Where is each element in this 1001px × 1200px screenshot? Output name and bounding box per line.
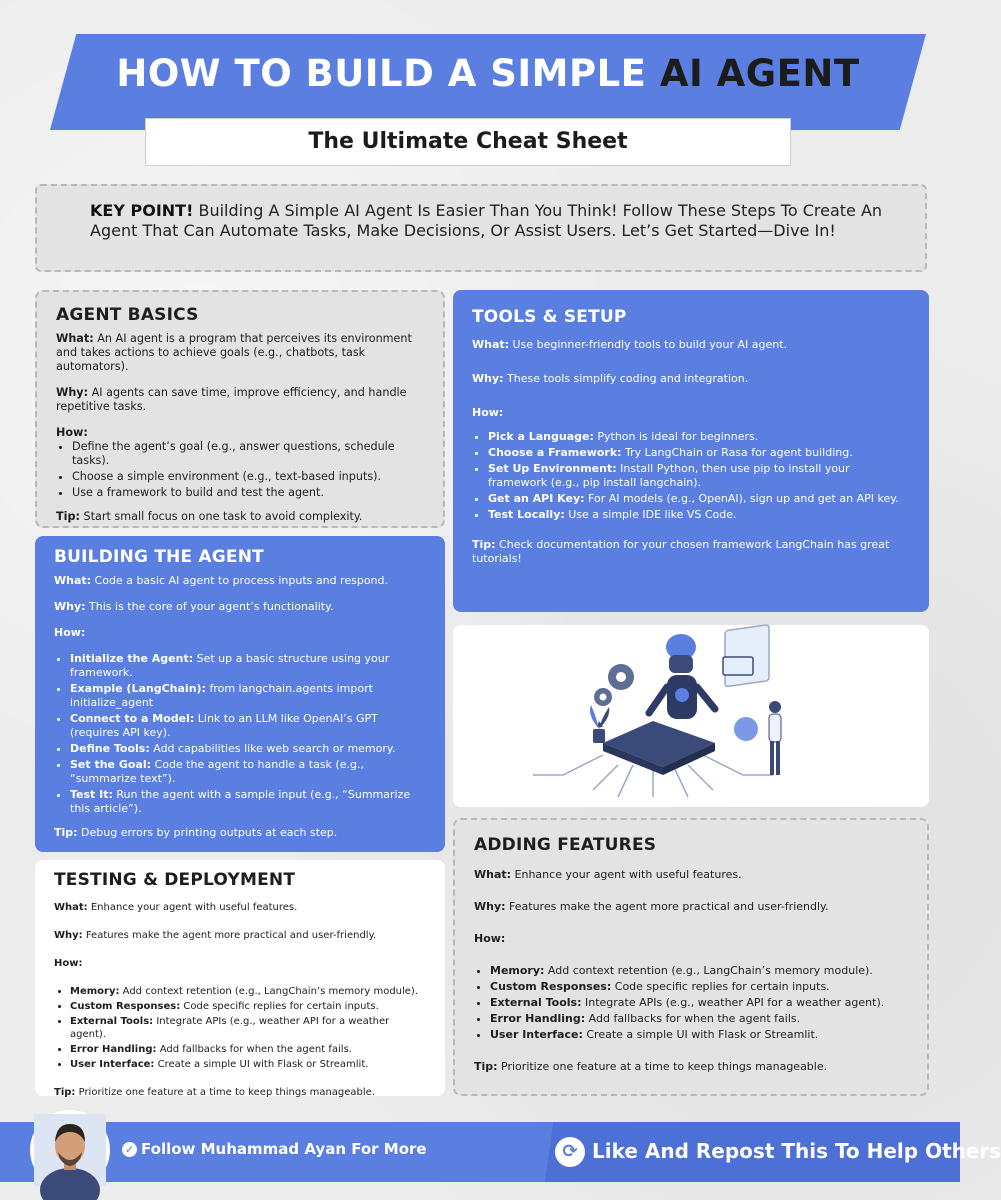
how-label: How:	[54, 626, 86, 639]
item-text: Create a simple UI with Flask or Streamlit.	[154, 1059, 369, 1070]
building-agent-card	[35, 536, 445, 852]
tools-setup-how	[472, 406, 910, 420]
item-text: Run the agent with a sample input (e.g., “Summarize this article”).	[70, 788, 411, 815]
item-text: Set up a basic structure using your framework.	[70, 652, 390, 679]
item-label: Example (LangChain):	[70, 682, 206, 695]
list-item	[490, 996, 908, 1010]
why-text: Features make the agent more practical and user-friendly.	[505, 900, 829, 913]
why-text: These tools simplify coding and integration.	[503, 372, 749, 385]
item-text: Add fallbacks for when the agent fails.	[585, 1012, 801, 1025]
why-text: AI agents can save time, improve efficiency, and handle repetitive tasks.	[56, 386, 407, 413]
what-label: What:	[54, 574, 92, 587]
repost-icon[interactable]: ⟳	[555, 1137, 585, 1167]
what-label: What:	[54, 902, 88, 913]
avatar[interactable]	[30, 1110, 110, 1190]
robot-illustration-panel	[453, 625, 929, 807]
item-label: Memory:	[490, 964, 545, 977]
tools-setup-card	[453, 290, 929, 612]
list-item	[490, 980, 908, 994]
testing-deployment-why	[54, 929, 426, 942]
item-text: Use a simple IDE like VS Code.	[564, 508, 737, 521]
list-item	[488, 508, 910, 522]
item-text: Add capabilities like web search or memory.	[149, 742, 396, 755]
building-agent-what	[54, 574, 426, 588]
what-text: Enhance your agent with useful features.	[511, 868, 742, 881]
item-label: Choose a Framework:	[488, 446, 622, 459]
item-text: Install Python, then use pip to install your framework (e.g., pip install langchain).	[488, 462, 850, 489]
list-item	[488, 446, 910, 460]
agent-basics-why	[56, 386, 424, 414]
what-label: What:	[474, 868, 512, 881]
item-text: Python is ideal for beginners.	[593, 430, 759, 443]
subtitle: The Ultimate Cheat Sheet	[145, 118, 791, 166]
testing-deployment-tip	[54, 1086, 426, 1099]
testing-deployment-how	[54, 957, 426, 970]
agent-basics-tip	[56, 510, 424, 524]
list-item	[70, 985, 426, 998]
adding-features-card	[453, 818, 929, 1096]
list-item: • Choose a simple environment (e.g., text-based inputs).	[72, 470, 424, 484]
building-agent-why	[54, 600, 426, 614]
item-label: Initialize the Agent:	[70, 652, 194, 665]
why-text: Features make the agent more practical and user-friendly.	[82, 930, 377, 941]
item-label: Test Locally:	[488, 508, 565, 521]
list-item	[70, 788, 426, 816]
adding-features-how	[474, 932, 908, 946]
list-item: • Define the agent’s goal (e.g., answer questions, schedule tasks).	[72, 440, 424, 468]
item-label: Custom Responses:	[490, 980, 612, 993]
verified-check-icon: ✓	[122, 1142, 137, 1157]
item-text: Code specific replies for certain inputs.	[180, 1001, 379, 1012]
follow-link[interactable]	[122, 1140, 427, 1158]
tip-text: Debug errors by printing outputs at each step.	[77, 826, 338, 839]
tip-label: Tip:	[54, 826, 78, 839]
why-label: Why:	[54, 600, 86, 613]
key-point-label: KEY POINT!	[90, 201, 194, 220]
item-label: Set the Goal:	[70, 758, 152, 771]
robot-ai-illustration-icon	[453, 625, 929, 807]
list-item	[70, 712, 426, 740]
what-text: An AI agent is a program that perceives its environment and takes actions to achieve goals (e.g., chatbots, task automators).	[56, 332, 412, 373]
tools-setup-what	[472, 338, 910, 352]
item-text: Code specific replies for certain inputs.	[611, 980, 830, 993]
item-text: Integrate APIs (e.g., weather API for a weather agent).	[581, 996, 885, 1009]
why-text: This is the core of your agent’s functionality.	[85, 600, 334, 613]
repost-text: Like And Repost This To Help Others	[592, 1139, 1001, 1163]
item-text: Try LangChain or Rasa for agent building.	[621, 446, 853, 459]
item-label: Pick a Language:	[488, 430, 594, 443]
why-label: Why:	[474, 900, 506, 913]
list-item	[70, 1058, 426, 1071]
testing-deployment-list	[54, 985, 426, 1071]
item-text: Add context retention (e.g., LangChain’s memory module).	[119, 986, 419, 997]
item-text: Link to an LLM like OpenAI’s GPT (requires API key).	[70, 712, 378, 739]
list-item	[70, 758, 426, 786]
list-item	[488, 492, 910, 506]
title-main-text: HOW TO BUILD A SIMPLE	[116, 52, 660, 95]
item-label: Memory:	[70, 986, 120, 997]
testing-deployment-heading: TESTING & DEPLOYMENT	[54, 870, 296, 890]
item-label: Set Up Environment:	[488, 462, 617, 475]
adding-features-why	[474, 900, 908, 914]
list-item	[490, 1028, 908, 1042]
how-label: How:	[472, 406, 504, 419]
item-label: Custom Responses:	[70, 1001, 181, 1012]
item-text: Add fallbacks for when the agent fails.	[156, 1044, 352, 1055]
item-label: Connect to a Model:	[70, 712, 195, 725]
tip-label: Tip:	[54, 1087, 76, 1098]
tools-setup-why	[472, 372, 910, 386]
item-label: External Tools:	[70, 1016, 154, 1027]
building-agent-heading: BUILDING THE AGENT	[54, 547, 264, 567]
list-item	[488, 430, 910, 444]
key-point-text: Building A Simple AI Agent Is Easier Than You Think! Follow These Steps To Create An Agent That Can Automate Tasks, Make Decisions, Or Assist Users. Let’s Get Started—Dive In!	[90, 201, 883, 240]
tools-setup-list	[472, 430, 910, 522]
tip-text: Start small focus on one task to avoid complexity.	[79, 510, 363, 523]
item-text: Add context retention (e.g., LangChain’s memory module).	[544, 964, 873, 977]
title-accent-text: AI AGENT	[659, 52, 860, 95]
item-text: Integrate APIs (e.g., weather API for a weather agent).	[70, 1016, 390, 1040]
follow-text: Follow Muhammad Ayan For More	[141, 1140, 427, 1158]
tip-text: Prioritize one feature at a time to keep things manageable.	[497, 1060, 828, 1073]
what-label: What:	[56, 332, 94, 345]
testing-deployment-card	[35, 860, 445, 1096]
list-item	[490, 1012, 908, 1026]
how-label: How:	[474, 932, 506, 945]
how-label: How:	[56, 426, 88, 439]
item-text: from langchain.agents import initialize_agent	[70, 682, 373, 709]
how-label: How:	[54, 958, 83, 969]
what-text: Use beginner-friendly tools to build your AI agent.	[509, 338, 788, 351]
adding-features-tip	[474, 1060, 908, 1074]
what-text: Code a basic AI agent to process inputs and respond.	[91, 574, 388, 587]
item-label: Error Handling:	[490, 1012, 586, 1025]
item-text: Code the agent to handle a task (e.g., “summarize text”).	[70, 758, 364, 785]
item-label: User Interface:	[490, 1028, 583, 1041]
item-label: User Interface:	[70, 1059, 155, 1070]
item-label: Define Tools:	[70, 742, 150, 755]
list-item	[70, 682, 426, 710]
tools-setup-tip	[472, 538, 910, 566]
tip-label: Tip:	[474, 1060, 498, 1073]
item-label: Error Handling:	[70, 1044, 157, 1055]
agent-basics-what	[56, 332, 424, 374]
adding-features-list	[474, 964, 908, 1042]
list-item	[490, 964, 908, 978]
page-title	[50, 52, 926, 95]
what-label: What:	[472, 338, 510, 351]
list-item	[70, 742, 426, 756]
agent-basics-list	[56, 440, 424, 500]
tip-label: Tip:	[472, 538, 496, 551]
item-label: Get an API Key:	[488, 492, 585, 505]
list-item	[70, 1043, 426, 1056]
item-label: External Tools:	[490, 996, 582, 1009]
author-portrait-icon	[34, 1114, 106, 1186]
tip-label: Tip:	[56, 510, 80, 523]
building-agent-how	[54, 626, 426, 640]
building-agent-list	[54, 652, 426, 816]
why-label: Why:	[56, 386, 89, 399]
adding-features-what	[474, 868, 908, 882]
adding-features-heading: ADDING FEATURES	[474, 835, 657, 855]
tip-text: Prioritize one feature at a time to keep things manageable.	[75, 1087, 376, 1098]
list-item	[70, 1015, 426, 1041]
list-item: • Use a framework to build and test the agent.	[72, 486, 424, 500]
list-item	[488, 462, 910, 490]
list-item	[70, 1000, 426, 1013]
item-label: Test It:	[70, 788, 113, 801]
list-item	[70, 652, 426, 680]
agent-basics-card	[35, 290, 445, 528]
agent-basics-heading: AGENT BASICS	[56, 305, 199, 325]
testing-deployment-what	[54, 901, 426, 914]
key-point-box	[35, 184, 927, 272]
why-label: Why:	[54, 930, 83, 941]
what-text: Enhance your agent with useful features.	[87, 902, 298, 913]
why-label: Why:	[472, 372, 504, 385]
building-agent-tip	[54, 826, 426, 840]
tools-setup-heading: TOOLS & SETUP	[472, 307, 627, 327]
agent-basics-how	[56, 426, 424, 440]
item-text: For AI models (e.g., OpenAI), sign up and get an API key.	[584, 492, 899, 505]
tip-text: Check documentation for your chosen framework LangChain has great tutorials!	[472, 538, 890, 565]
item-text: Create a simple UI with Flask or Streamlit.	[582, 1028, 819, 1041]
